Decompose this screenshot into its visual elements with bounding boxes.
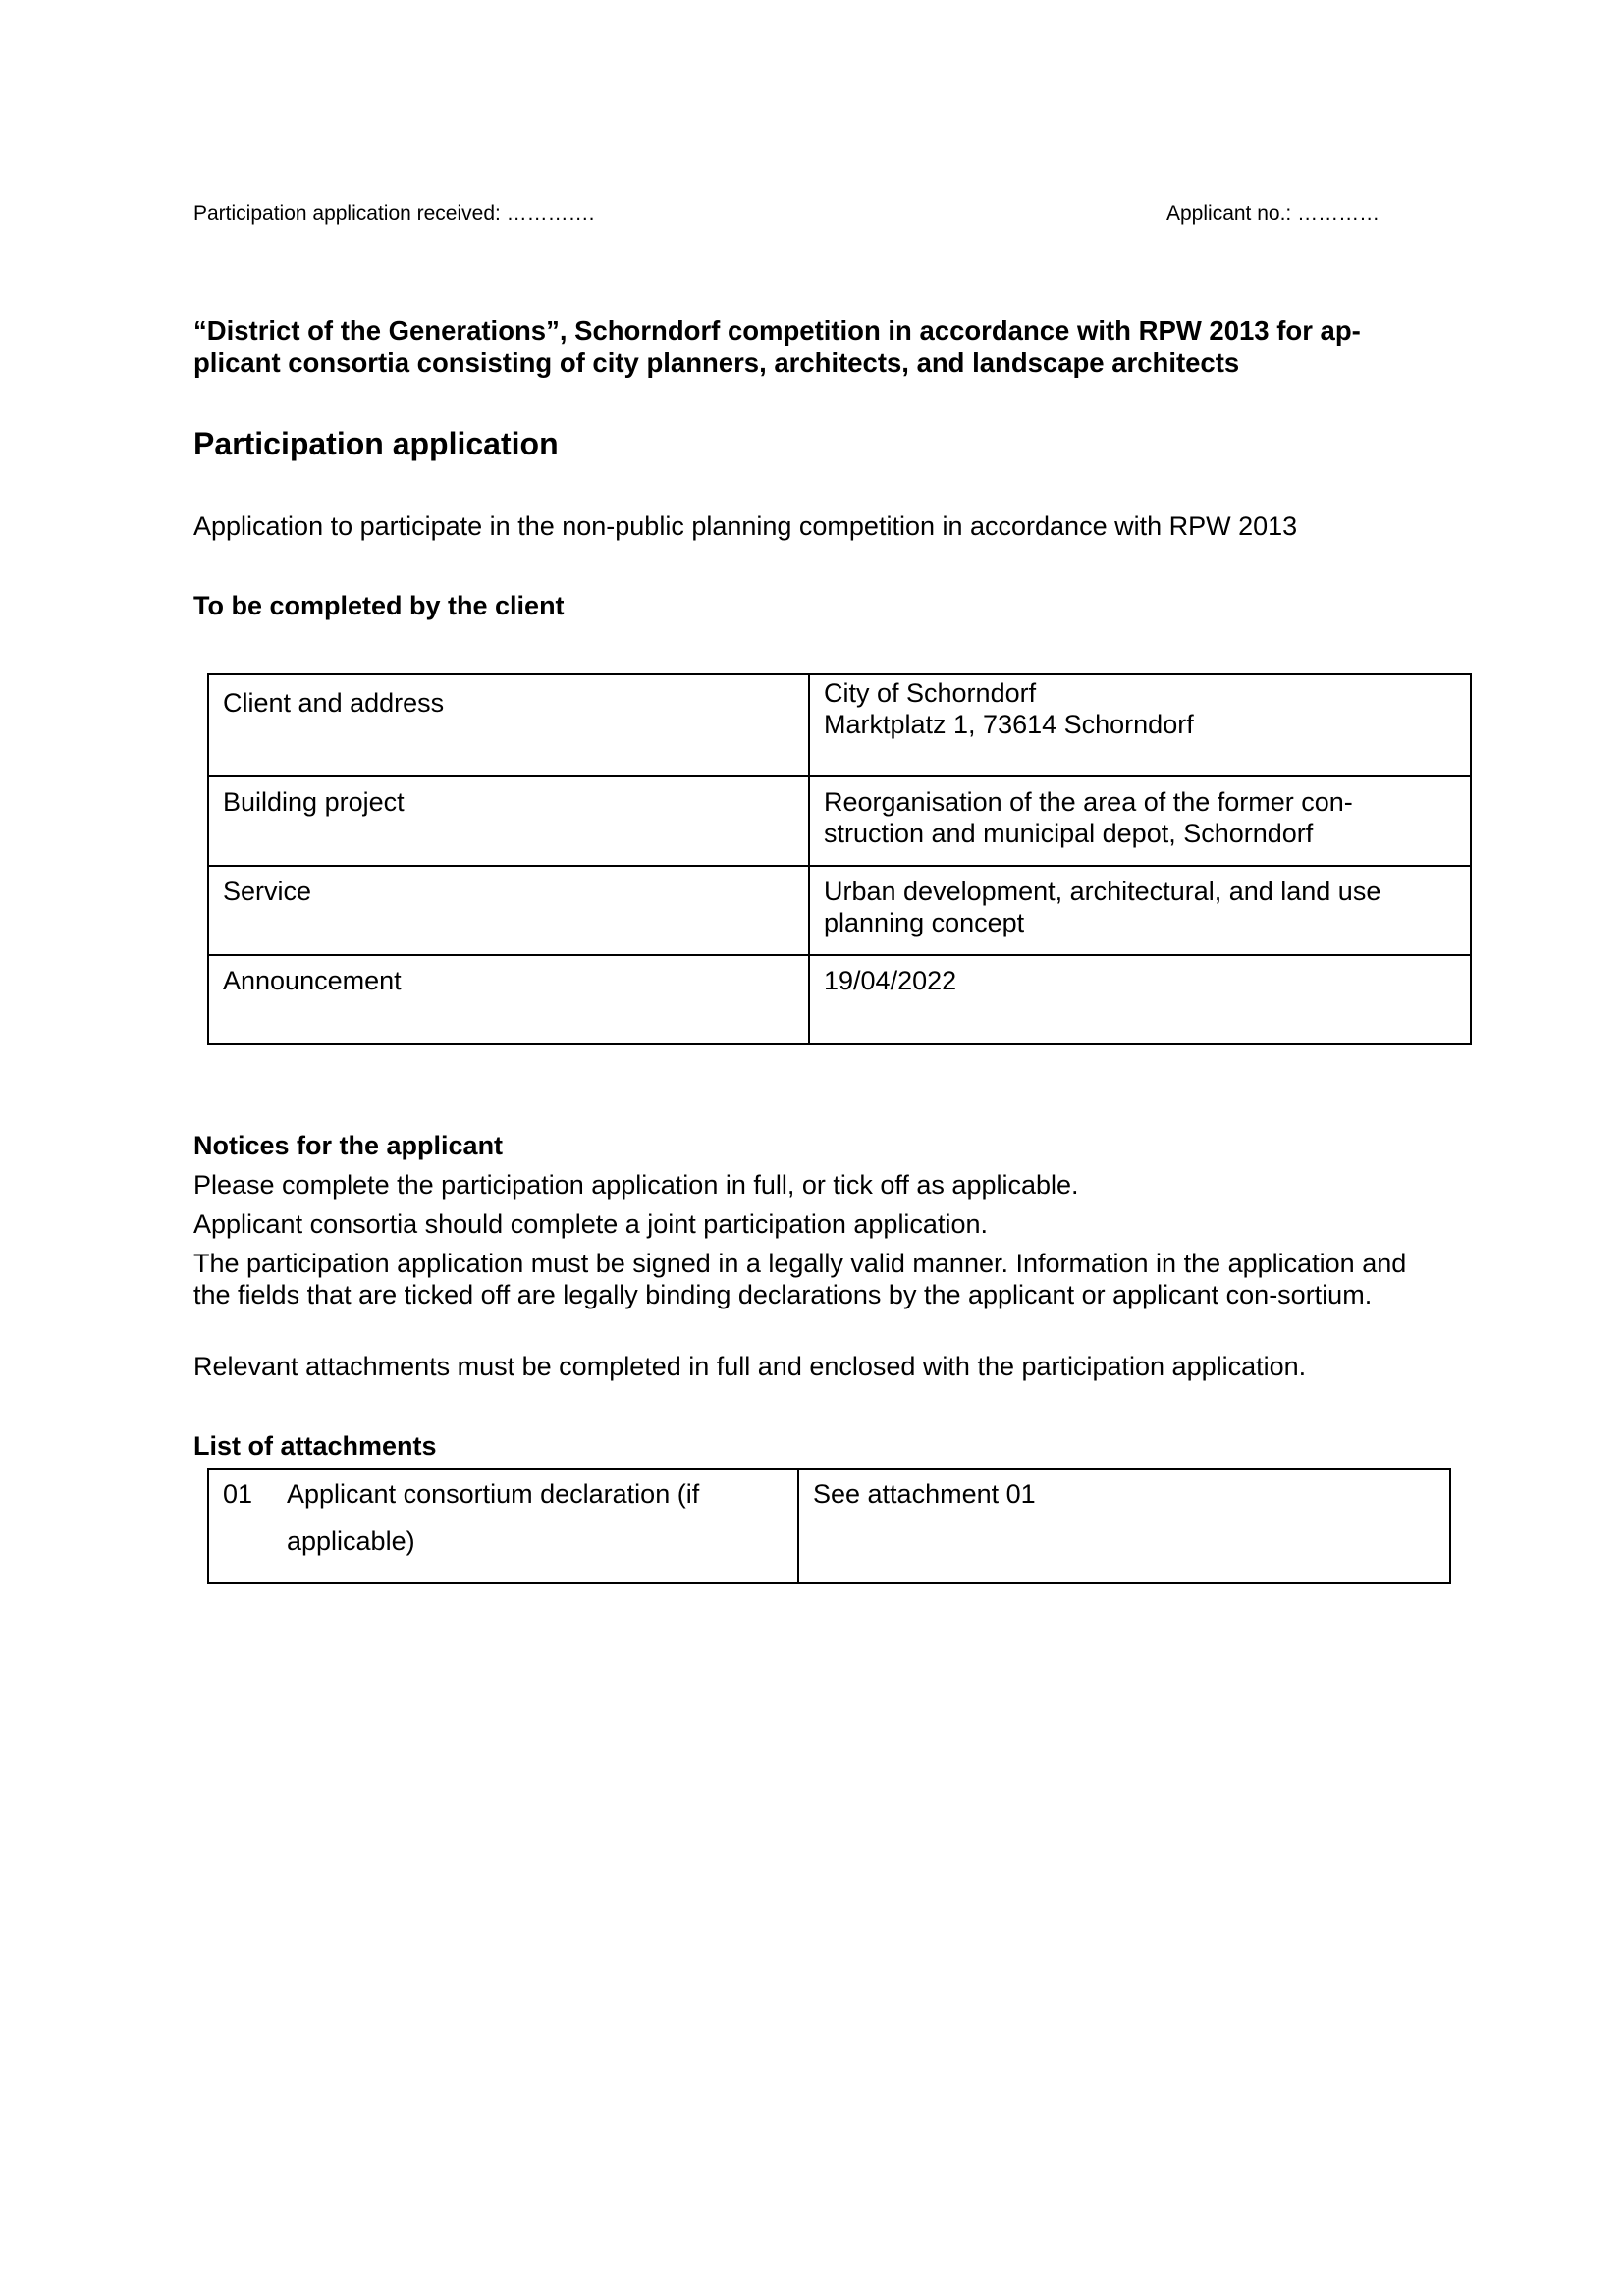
received-label: Participation application received: …………. <box>193 202 595 225</box>
notices-heading: Notices for the applicant <box>193 1131 504 1160</box>
building-project-label: Building project <box>208 776 809 866</box>
document-title: “District of the Generations”, Schorndorf competition in accordance with RPW 2013 for ap-plicant consortia consisting of city planners, architects, and landscape architects <box>193 315 1361 378</box>
client-table <box>207 673 1472 1045</box>
table-row <box>208 1469 1450 1583</box>
intro-text: Application to participate in the non-public planning competition in accordance with RPW 2013 <box>193 511 1298 541</box>
applicant-no-label: Applicant no.: ………… <box>1166 202 1380 225</box>
attachment-value: See attachment 01 <box>798 1469 1450 1583</box>
attachment-label-cell <box>208 1469 798 1583</box>
attachment-label: Applicant consortium declaration (if applicable) <box>287 1479 700 1556</box>
client-address-label: Client and address <box>208 674 809 776</box>
notice-item: Applicant consortia should complete a joint participation application. <box>193 1209 988 1239</box>
table-row <box>208 866 1471 955</box>
section-heading: Participation application <box>193 426 559 461</box>
table-row <box>208 674 1471 776</box>
building-project-value: Reorganisation of the area of the former con- struction and municipal depot, Schorndorf <box>809 776 1471 866</box>
service-label: Service <box>208 866 809 955</box>
notice-item: Please complete the participation application in full, or tick off as applicable. <box>193 1170 1079 1200</box>
announcement-label: Announcement <box>208 955 809 1044</box>
attachments-heading: List of attachments <box>193 1431 437 1461</box>
notice-item: Relevant attachments must be completed in full and enclosed with the participation application. <box>193 1352 1307 1381</box>
attachment-number: 01 <box>223 1479 253 1509</box>
table-row <box>208 776 1471 866</box>
attachments-table <box>207 1468 1451 1584</box>
client-address-value: City of Schorndorf Marktplatz 1, 73614 Schorndorf <box>809 674 1471 776</box>
table-row <box>208 955 1471 1044</box>
client-section-heading: To be completed by the client <box>193 591 565 620</box>
notice-item: The participation application must be signed in a legally valid manner. Information in the application and the fields that are ticked off are legally binding declarations by the applicant or applicant con-sortium. <box>193 1249 1407 1309</box>
service-value: Urban development, architectural, and land use planning concept <box>809 866 1471 955</box>
announcement-value: 19/04/2022 <box>809 955 1471 1044</box>
